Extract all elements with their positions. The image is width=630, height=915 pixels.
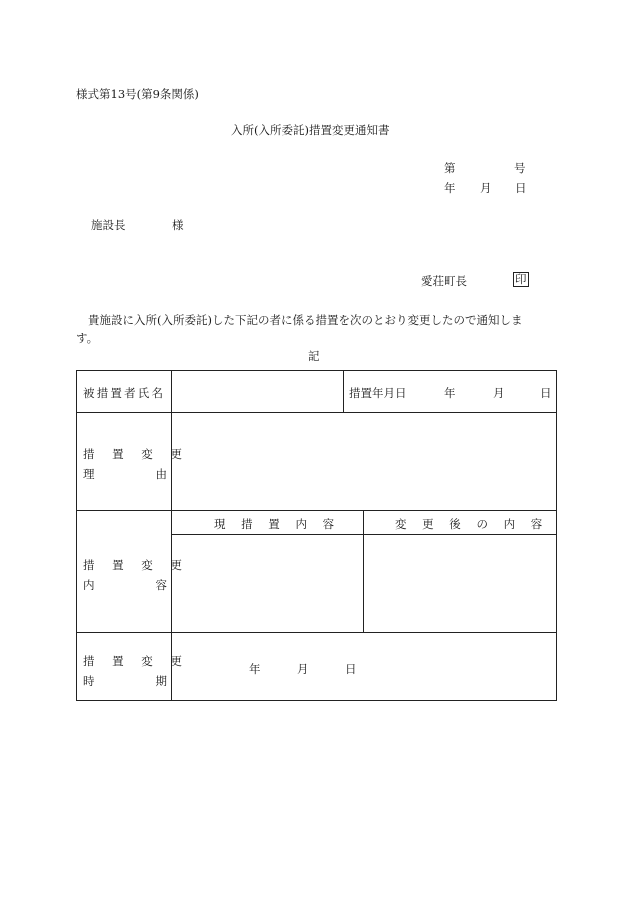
content-label-cell bbox=[83, 557, 182, 593]
time-label-line-1 bbox=[83, 653, 182, 669]
date-month: 月 bbox=[480, 181, 492, 195]
number-prefix: 第 bbox=[444, 161, 456, 175]
time-label-1: 措 置 変 更 bbox=[83, 654, 182, 668]
body-text-line-2: す。 bbox=[76, 331, 99, 345]
row-divider-3 bbox=[77, 632, 556, 633]
row-divider-2 bbox=[77, 510, 556, 511]
time-label-2b: 期 bbox=[155, 674, 167, 688]
measure-date-day: 日 bbox=[540, 386, 552, 400]
name-input-cell[interactable] bbox=[171, 371, 343, 412]
content-label-2a: 内 bbox=[83, 578, 95, 592]
form-table bbox=[76, 370, 557, 701]
seal-text: 印 bbox=[515, 272, 527, 286]
content-label-1: 措 置 変 更 bbox=[83, 558, 182, 572]
form-number: 様式第13号(第9条関係) bbox=[76, 87, 199, 101]
date-day: 日 bbox=[515, 181, 527, 195]
number-suffix: 号 bbox=[514, 161, 526, 175]
content-label-line-1 bbox=[83, 557, 182, 573]
time-label-cell bbox=[83, 653, 182, 689]
reason-label-2b: 由 bbox=[155, 467, 167, 481]
after-content-header bbox=[395, 516, 542, 532]
reason-label-2a: 理 bbox=[83, 467, 95, 481]
current-content-input[interactable] bbox=[172, 535, 363, 632]
document-title: 入所(入所委託)措置変更通知書 bbox=[231, 123, 390, 137]
after-content-input[interactable] bbox=[364, 535, 556, 632]
current-content-header bbox=[214, 516, 334, 532]
reason-input-cell[interactable] bbox=[172, 413, 556, 510]
name-label-cell bbox=[83, 385, 166, 401]
reason-label-line-1 bbox=[83, 446, 182, 462]
reason-label-line-2 bbox=[83, 466, 167, 482]
reason-label-1: 措 置 変 更 bbox=[83, 447, 182, 461]
current-content-header-text: 現 措 置 内 容 bbox=[214, 517, 335, 531]
time-label-line-2 bbox=[83, 673, 167, 689]
addressee-honorific: 様 bbox=[172, 218, 184, 232]
measure-date-year: 年 bbox=[444, 386, 456, 400]
measure-date-label: 措置年月日 bbox=[349, 386, 407, 400]
time-year: 年 bbox=[249, 662, 261, 676]
ki-heading: 記 bbox=[308, 349, 320, 363]
seal-mark bbox=[513, 272, 529, 287]
content-label-line-2 bbox=[83, 577, 167, 593]
body-text-line-1: 貴施設に入所(入所委託)した下記の者に係る措置を次のとおり変更したので通知しま bbox=[88, 313, 523, 327]
date-year: 年 bbox=[444, 181, 456, 195]
time-label-2a: 時 bbox=[83, 674, 95, 688]
after-content-header-text: 変 更 後 の 内 容 bbox=[395, 517, 543, 531]
name-date-divider bbox=[343, 371, 344, 413]
reason-label-cell bbox=[83, 446, 182, 482]
name-label: 被措置者氏名 bbox=[83, 386, 166, 400]
measure-date-month: 月 bbox=[493, 386, 505, 400]
addressee-label: 施設長 bbox=[91, 218, 126, 232]
time-month: 月 bbox=[297, 662, 309, 676]
time-day: 日 bbox=[345, 662, 357, 676]
content-label-2b: 容 bbox=[155, 578, 167, 592]
sender-title: 愛荘町長 bbox=[421, 274, 467, 288]
